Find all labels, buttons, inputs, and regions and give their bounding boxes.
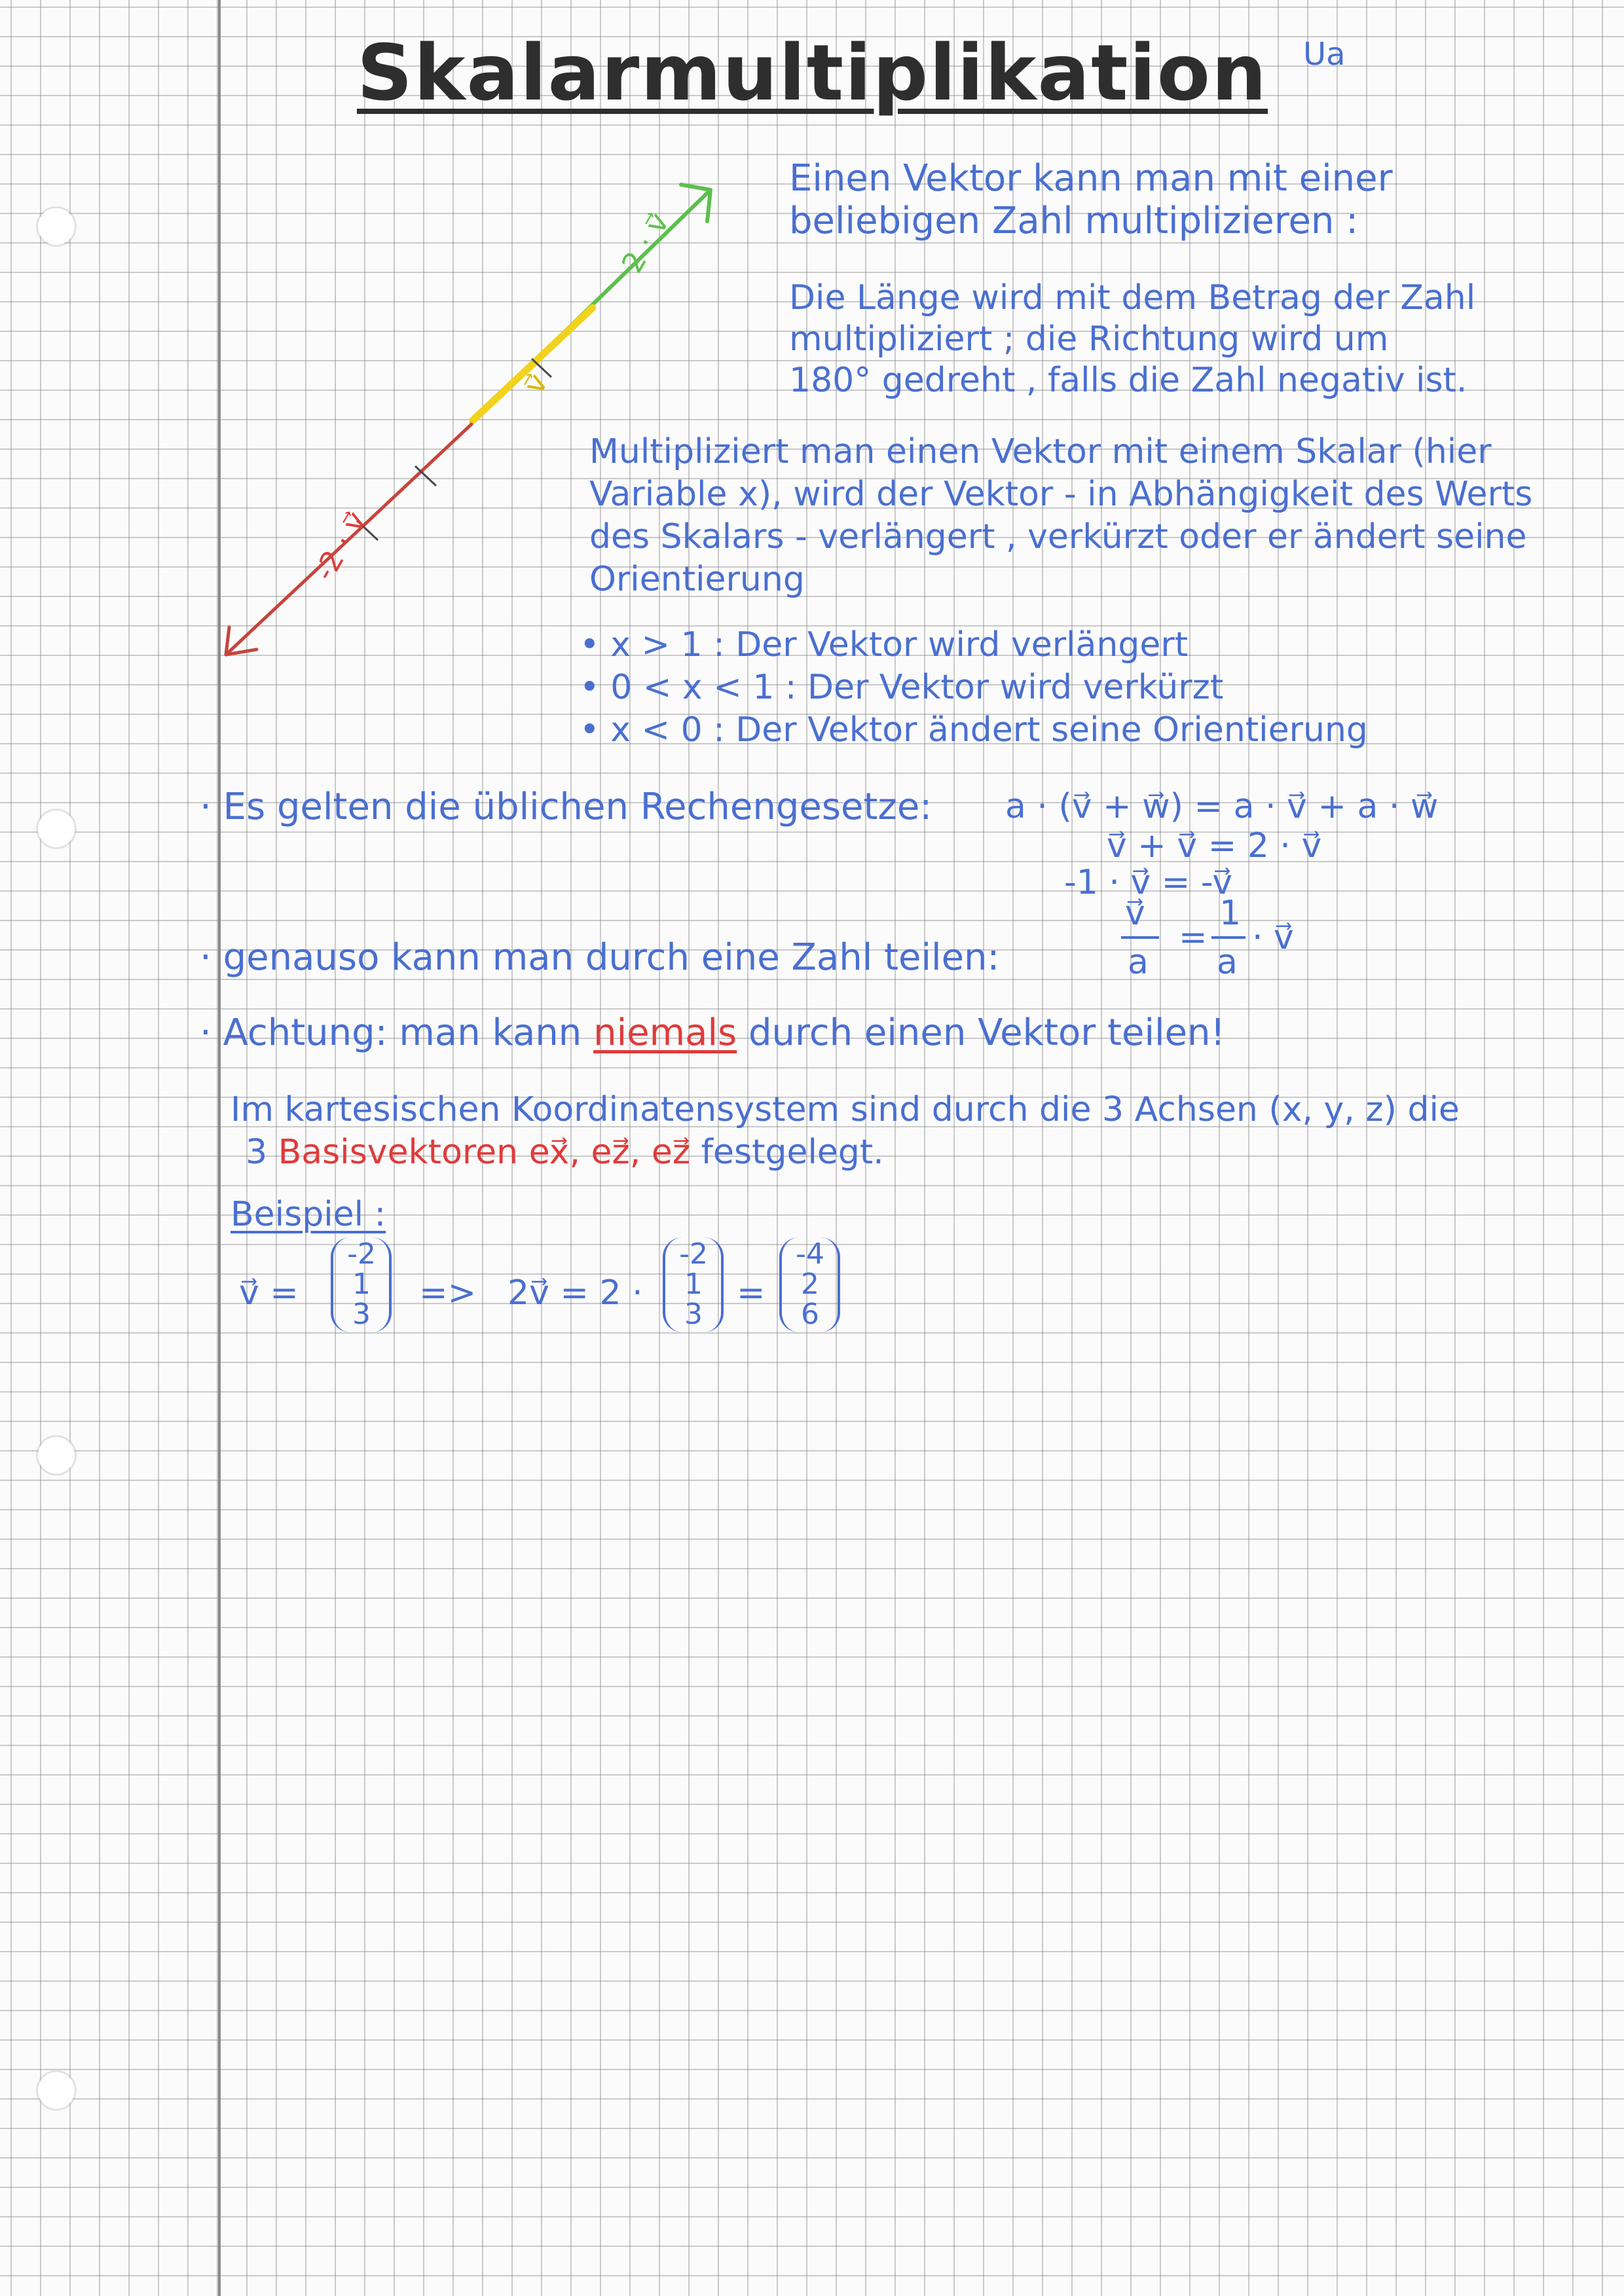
corner-mark: Ua [1303,36,1346,73]
law-div-rhs-den: a [1217,943,1238,982]
example-heading: Beispiel : [231,1195,386,1234]
punch-hole [38,811,75,847]
example-eq: = [737,1273,766,1313]
punch-hole [38,2072,75,2109]
scalar-para-line-1: Multipliziert man einen Vektor mit einem Skalar (hier [589,432,1492,471]
punch-hole [38,1437,75,1474]
warning-post: durch einen Vektor teilen! [737,1011,1225,1054]
basis-line-1: Im kartesischen Koordinatensystem sind durch die 3 Achsen (x, y, z) die [231,1090,1460,1129]
fraction-bar [1121,936,1159,939]
intro-line-1: Einen Vektor kann man mit einer [789,157,1393,200]
basis-line-2 [246,1133,884,1172]
vector-component: 6 [801,1298,819,1331]
basis-num: 3 [246,1133,268,1172]
law-sum: v⃗ + v⃗ = 2 · v⃗ [1107,826,1322,866]
yellow-vector-label: v⃗ [517,368,555,400]
law-div-rhs-vec: · v⃗ [1252,918,1294,957]
warning-emph: niemals [593,1011,737,1054]
column-vector [779,1237,840,1332]
implies-arrow: => [419,1273,477,1313]
page-title: Skalarmultiplikation [357,27,1268,118]
length-rule-line-1: Die Länge wird mit dem Betrag der Zahl [789,278,1476,318]
law-div-rhs-num: 1 [1219,894,1242,933]
law-negation: -1 · v⃗ = -v⃗ [1064,863,1232,902]
case-item: • 0 < x < 1 : Der Vektor wird verkürzt [580,668,1224,707]
vector-component: -2 [347,1237,376,1271]
length-rule-line-2: multipliziert ; die Richtung wird um [789,319,1389,359]
yellow-vector-line [473,308,593,420]
example-mid: 2v⃗ = 2 · [507,1273,643,1313]
vector-component: 1 [352,1267,371,1301]
warning-line [200,1011,1225,1054]
column-vector [663,1237,724,1332]
red-vector-label: -2 · v⃗ [308,506,374,587]
scalar-para-line-3: des Skalars - verlängert , verkürzt oder er ändert seine [589,517,1527,556]
vector-component: 2 [801,1267,819,1301]
vector-component: 1 [684,1267,703,1301]
length-rule-line-3: 180° gedreht , falls die Zahl negativ ist. [789,361,1467,400]
basis-vectors: Basisvektoren ex⃗, ez⃗, ez⃗ [278,1133,691,1172]
intro-line-2: beliebigen Zahl multiplizieren : [789,200,1359,242]
case-item: • x > 1 : Der Vektor wird verlängert [580,625,1189,665]
law-div-eq: = [1179,918,1208,957]
fraction-bar [1211,936,1246,939]
vector-component: -4 [796,1237,824,1271]
vector-component: 3 [684,1298,703,1331]
example-lhs: v⃗ = [239,1273,299,1313]
law-div-lhs-num: v⃗ [1125,894,1145,933]
warning-pre: · Achtung: man kann [200,1011,594,1054]
law-div-lhs-den: a [1128,943,1149,982]
case-item: • x < 0 : Der Vektor ändert seine Orientierung [580,710,1368,750]
vector-component: -2 [679,1237,708,1271]
column-vector [331,1237,392,1332]
law-distributive: a · (v⃗ + w⃗) = a · v⃗ + a · w⃗ [1005,787,1439,826]
vector-component: 3 [352,1298,371,1331]
basis-post: festgelegt. [701,1133,884,1172]
green-vector-label: 2 · v⃗ [616,207,676,279]
scalar-para-line-2: Variable x), wird der Vektor - in Abhängigkeit des Werts [589,475,1533,514]
divide-line: · genauso kann man durch eine Zahl teilen: [200,936,1000,979]
vector-diagram [0,0,753,720]
scalar-para-line-4: Orientierung [589,560,805,599]
laws-intro: · Es gelten die üblichen Rechengesetze: [200,786,932,828]
